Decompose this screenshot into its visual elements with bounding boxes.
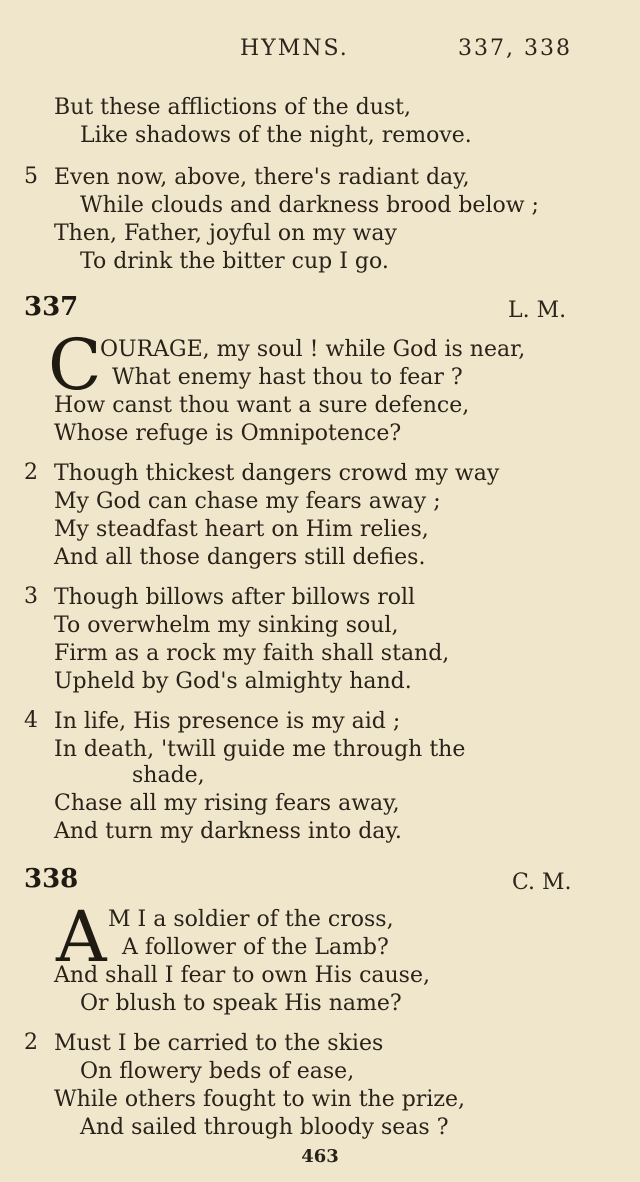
verse-line: Like shadows of the night, remove.: [80, 123, 472, 148]
hymn-meter: L. M.: [508, 298, 567, 323]
stanza-number: 5: [24, 164, 38, 189]
verse-line: What enemy hast thou to fear ?: [112, 365, 463, 390]
verse-line: And sailed through bloody seas ?: [80, 1115, 449, 1140]
verse-line: While others fought to win the prize,: [54, 1087, 465, 1112]
verse-line: But these afflictions of the dust,: [54, 95, 411, 120]
drop-cap: A: [56, 896, 107, 978]
verse-line: Or blush to speak His name?: [80, 991, 402, 1016]
stanza-number: 4: [24, 708, 38, 733]
verse-line: To drink the bitter cup I go.: [80, 249, 389, 274]
running-header-numbers: 337, 338: [458, 36, 572, 61]
verse-line: Whose refuge is Omnipotence?: [54, 421, 402, 446]
verse-line: And shall I fear to own His cause,: [54, 963, 430, 988]
stanza-number: 2: [24, 1030, 38, 1055]
verse-line: OURAGE, my soul ! while God is near,: [100, 337, 526, 362]
verse-line: In death, 'twill guide me through the: [54, 737, 466, 762]
stanza-number: 3: [24, 584, 38, 609]
verse-line: While clouds and darkness brood below ;: [80, 193, 539, 218]
verse-line: In life, His presence is my aid ;: [54, 709, 401, 734]
hymn-number: 338: [24, 864, 79, 894]
drop-cap: C: [48, 324, 102, 406]
verse-line: Chase all my rising fears away,: [54, 791, 400, 816]
verse-line: shade,: [132, 763, 205, 788]
running-header-title: HYMNS.: [240, 36, 349, 61]
verse-line: And turn my darkness into day.: [54, 819, 402, 844]
verse-line: M I a soldier of the cross,: [108, 907, 394, 932]
hymn-meter: C. M.: [512, 870, 572, 895]
verse-line: Firm as a rock my faith shall stand,: [54, 641, 450, 666]
verse-line: Though thickest dangers crowd my way: [54, 461, 500, 486]
verse-line: Then, Father, joyful on my way: [54, 221, 397, 246]
verse-line: And all those dangers still defies.: [54, 545, 426, 570]
hymn-number: 337: [24, 292, 79, 322]
verse-line: My steadfast heart on Him relies,: [54, 517, 429, 542]
verse-line: Even now, above, there's radiant day,: [54, 165, 470, 190]
verse-line: Though billows after billows roll: [54, 585, 416, 610]
verse-line: How canst thou want a sure defence,: [54, 393, 470, 418]
verse-line: Must I be carried to the skies: [54, 1031, 384, 1056]
verse-line: To overwhelm my sinking soul,: [54, 613, 399, 638]
verse-line: My God can chase my fears away ;: [54, 489, 441, 514]
stanza-number: 2: [24, 460, 38, 485]
verse-line: Upheld by God's almighty hand.: [54, 669, 412, 694]
verse-line: On flowery beds of ease,: [80, 1059, 355, 1084]
verse-line: A follower of the Lamb?: [122, 935, 389, 960]
page-number: 463: [301, 1146, 339, 1167]
